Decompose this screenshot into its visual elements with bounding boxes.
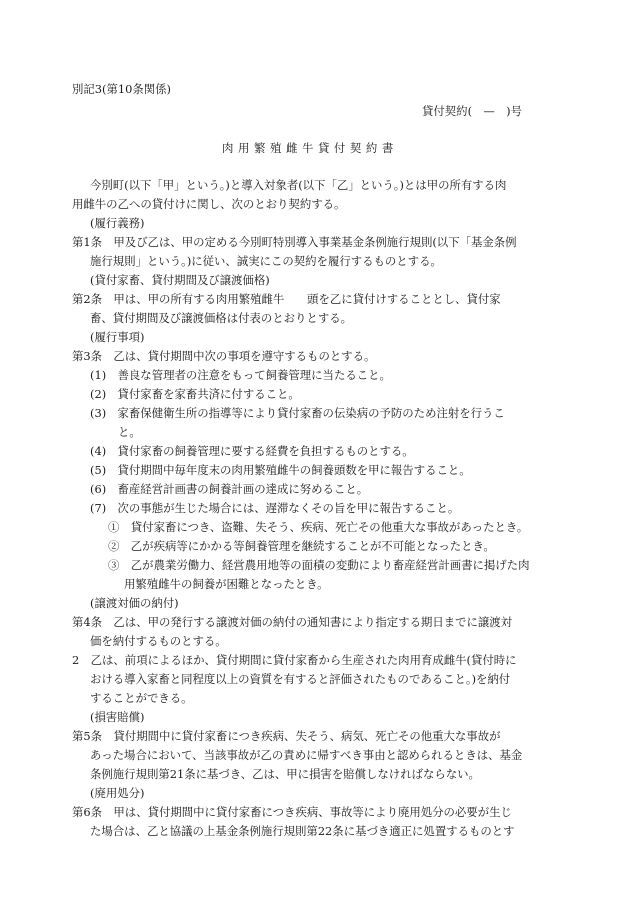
article-line: 第6条 甲は、貸付期間中に貸付家畜につき疾病、事故等により廃用処分の必要が生じ	[72, 805, 512, 819]
list-item: (7) 次の事態が生じた場合には、遅滞なくその旨を甲に報告すること。	[90, 501, 460, 515]
article-line: 施行規則」という。)に従い、誠実にこの契約を履行するものとする。	[90, 254, 442, 268]
article-line: することができる。	[90, 691, 193, 705]
article-line: 第2条 甲は、甲の所有する肉用繁殖雌牛 頭を乙に貸付けすることとし、貸付家	[72, 292, 501, 306]
article-line: あった場合において、当該事故が乙の責めに帰すべき事由と認められるときは、基金	[90, 748, 523, 762]
list-item: (5) 貸付期間中毎年度末の肉用繁殖雌牛の飼養頭数を甲に報告すること。	[90, 463, 471, 477]
sub-list-item: ③ 乙が農業労働力、経営農用地等の面積の変動により畜産経営計画書に掲げた肉	[108, 558, 530, 572]
article-line: 2 乙は、前項によるほか、貸付期間に貸付家畜から生産された肉用育成雌牛(貸付時に	[72, 653, 517, 667]
article-line: 価を納付するものとする。	[90, 634, 227, 648]
list-item-continuation: と。	[118, 425, 141, 439]
sub-list-item: ① 貸付家畜につき、盗難、失そう、疾病、死亡その他重大な事故があったとき。	[108, 520, 529, 534]
list-item: (3) 家畜保健衛生所の指導等により貸付家畜の伝染病の予防のため注射を行うこ	[90, 406, 505, 420]
list-item: (1) 善良な管理者の注意をもって飼養管理に当たること。	[90, 368, 391, 382]
article-line: た場合は、乙と協議の上基金条例施行規則第22条に基づき適正に処置するものとす	[90, 824, 515, 838]
list-item: (2) 貸付家畜を家畜共済に付すること。	[90, 387, 300, 401]
list-item: (6) 畜産経営計画書の飼養計画の達成に努めること。	[90, 482, 369, 496]
document-title: 肉用繁殖雌牛貸付契約書	[222, 141, 398, 155]
list-item: (4) 貸付家畜の飼養管理に要する経費を負担するものとする。	[90, 444, 414, 458]
contract-number: 貸付契約( — )号	[422, 104, 523, 118]
intro-line: 今別町(以下「甲」という。)と導入対象者(以下「乙」という。)とは甲の所有する肉	[90, 178, 507, 192]
article-heading: (廃用処分)	[90, 786, 145, 800]
article-heading: (履行義務)	[90, 216, 145, 230]
intro-line: 用雌牛の乙への貸付けに関し、次のとおり契約する。	[72, 197, 346, 211]
appendix-label: 別記3(第10条関係)	[72, 82, 171, 96]
article-line: 第3条 乙は、貸付期間中次の事項を遵守するものとする。	[72, 349, 376, 363]
article-line: 第1条 甲及び乙は、甲の定める今別町特別導入事業基金条例施行規則(以下「基金条例	[72, 235, 517, 249]
article-line: 条例施行規則第21条に基づき、乙は、甲に損害を賠償しなければならない。	[90, 767, 480, 781]
article-line: 畜、貸付期間及び譲渡価格は付表のとおりとする。	[90, 311, 352, 325]
article-line: 第5条 貸付期間中に貸付家畜につき疾病、失そう、病気、死亡その他重大な事故が	[72, 729, 501, 743]
article-heading: (損害賠償)	[90, 710, 145, 724]
sub-list-item-continuation: 用繁殖雌牛の飼養が困難となったとき。	[124, 577, 329, 591]
article-heading: (履行事項)	[90, 330, 145, 344]
article-line: 第4条 乙は、甲の発行する譲渡対価の納付の通知書により指定する期日までに譲渡対	[72, 615, 513, 629]
article-heading: (譲渡対価の納付)	[90, 596, 179, 610]
sub-list-item: ② 乙が疾病等にかかる等飼養管理を継続することが不可能となったとき。	[108, 539, 495, 553]
article-line: おける導入家畜と同程度以上の資質を有すると評価されたものであること。)を納付	[90, 672, 511, 686]
article-heading: (貸付家畜、貸付期間及び譲渡価格)	[90, 273, 270, 287]
